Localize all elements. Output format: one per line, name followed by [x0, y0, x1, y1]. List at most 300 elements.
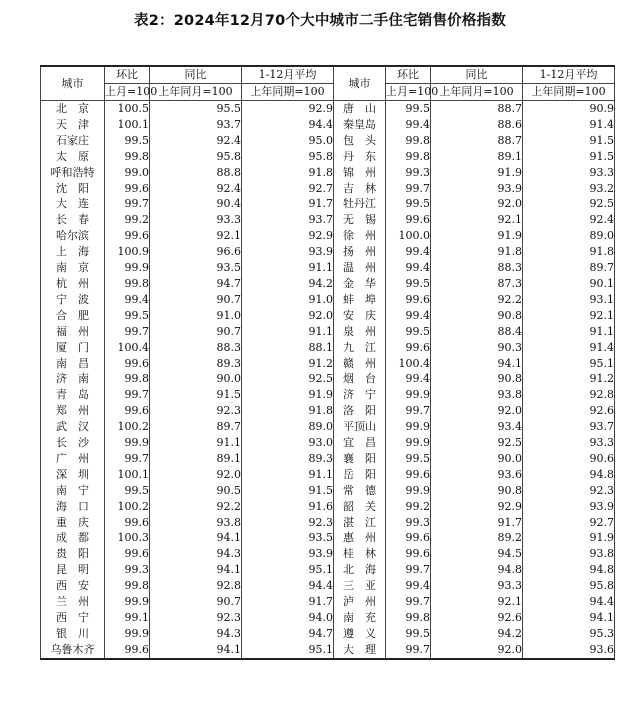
table-row — [41, 371, 615, 387]
city-name-cell: 呼和浩特 — [41, 165, 105, 181]
mom-value-cell: 99.7 — [386, 403, 431, 419]
city-name-cell: 大 连 — [41, 196, 105, 212]
mom-value-cell: 99.1 — [105, 610, 150, 626]
yoy-value-cell: 93.9 — [431, 181, 523, 197]
mom-value-cell: 99.7 — [105, 196, 150, 212]
ytd-value-cell: 91.6 — [242, 499, 334, 515]
mom-value-cell: 99.7 — [105, 387, 150, 403]
ytd-value-cell: 94.4 — [523, 594, 615, 610]
mom-value-cell: 99.8 — [105, 276, 150, 292]
yoy-value-cell: 88.3 — [431, 260, 523, 276]
yoy-value-cell: 90.7 — [150, 292, 242, 308]
ytd-value-cell: 95.8 — [523, 578, 615, 594]
ytd-value-cell: 91.1 — [242, 324, 334, 340]
ytd-base-header-left: 上年同期=100 — [242, 84, 334, 101]
yoy-value-cell: 91.8 — [431, 244, 523, 260]
city-name-cell: 青 岛 — [41, 387, 105, 403]
table-row — [41, 578, 615, 594]
ytd-value-cell: 92.9 — [242, 101, 334, 117]
mom-value-cell: 99.9 — [386, 483, 431, 499]
mom-value-cell: 99.9 — [386, 435, 431, 451]
table-row — [41, 356, 615, 372]
ytd-column-header-left: 1-12月平均 — [242, 66, 334, 84]
table-row — [41, 244, 615, 260]
yoy-value-cell: 88.4 — [431, 324, 523, 340]
city-name-cell: 遵 义 — [334, 626, 386, 642]
city-name-cell: 石家庄 — [41, 133, 105, 149]
table-row — [41, 165, 615, 181]
table-row — [41, 101, 615, 117]
city-name-cell: 洛 阳 — [334, 403, 386, 419]
mom-value-cell: 99.3 — [105, 562, 150, 578]
ytd-value-cell: 95.1 — [523, 356, 615, 372]
yoy-value-cell: 88.6 — [431, 117, 523, 133]
yoy-value-cell: 90.8 — [431, 308, 523, 324]
ytd-column-header-right: 1-12月平均 — [523, 66, 615, 84]
city-name-cell: 福 州 — [41, 324, 105, 340]
table-row — [41, 340, 615, 356]
city-name-cell: 太 原 — [41, 149, 105, 165]
table-row — [41, 196, 615, 212]
ytd-value-cell: 91.2 — [523, 371, 615, 387]
mom-value-cell: 99.6 — [386, 546, 431, 562]
city-name-cell: 平顶山 — [334, 419, 386, 435]
header-row-1 — [41, 66, 615, 84]
yoy-value-cell: 92.1 — [150, 228, 242, 244]
ytd-value-cell: 91.9 — [523, 530, 615, 546]
mom-value-cell: 99.9 — [105, 260, 150, 276]
mom-value-cell: 99.4 — [105, 292, 150, 308]
mom-value-cell: 99.4 — [386, 308, 431, 324]
city-name-cell: 赣 州 — [334, 356, 386, 372]
ytd-value-cell: 92.5 — [242, 371, 334, 387]
city-name-cell: 徐 州 — [334, 228, 386, 244]
ytd-value-cell: 91.5 — [242, 483, 334, 499]
ytd-value-cell: 91.1 — [242, 260, 334, 276]
ytd-value-cell: 92.6 — [523, 403, 615, 419]
city-name-cell: 岳 阳 — [334, 467, 386, 483]
ytd-value-cell: 94.2 — [242, 276, 334, 292]
table-row — [41, 292, 615, 308]
mom-value-cell: 100.0 — [386, 228, 431, 244]
table-row — [41, 419, 615, 435]
ytd-value-cell: 91.4 — [523, 117, 615, 133]
city-name-cell: 金 华 — [334, 276, 386, 292]
mom-value-cell: 99.4 — [386, 371, 431, 387]
mom-value-cell: 100.5 — [105, 101, 150, 117]
ytd-value-cell: 91.7 — [242, 594, 334, 610]
city-name-cell: 贵 阳 — [41, 546, 105, 562]
mom-value-cell: 99.5 — [386, 276, 431, 292]
table-row — [41, 117, 615, 133]
ytd-value-cell: 92.1 — [523, 308, 615, 324]
table-row — [41, 626, 615, 642]
mom-value-cell: 99.6 — [105, 515, 150, 531]
ytd-value-cell: 91.7 — [242, 196, 334, 212]
table-row — [41, 387, 615, 403]
yoy-value-cell: 88.7 — [431, 133, 523, 149]
table-row — [41, 308, 615, 324]
yoy-value-cell: 90.0 — [431, 451, 523, 467]
yoy-value-cell: 92.4 — [150, 181, 242, 197]
price-index-table — [40, 65, 615, 660]
ytd-value-cell: 95.8 — [242, 149, 334, 165]
ytd-value-cell: 94.8 — [523, 467, 615, 483]
city-name-cell: 襄 阳 — [334, 451, 386, 467]
mom-value-cell: 99.5 — [105, 308, 150, 324]
yoy-value-cell: 91.7 — [431, 515, 523, 531]
mom-value-cell: 99.7 — [386, 642, 431, 659]
city-name-cell: 北 京 — [41, 101, 105, 117]
mom-value-cell: 99.6 — [386, 212, 431, 228]
yoy-value-cell: 92.3 — [150, 403, 242, 419]
ytd-value-cell: 92.9 — [242, 228, 334, 244]
ytd-value-cell: 92.3 — [523, 483, 615, 499]
yoy-value-cell: 88.8 — [150, 165, 242, 181]
ytd-value-cell: 89.0 — [242, 419, 334, 435]
yoy-value-cell: 93.7 — [150, 117, 242, 133]
yoy-value-cell: 93.8 — [431, 387, 523, 403]
mom-base-header-right: 上月=100 — [386, 84, 431, 101]
mom-value-cell: 100.4 — [386, 356, 431, 372]
mom-value-cell: 99.6 — [105, 181, 150, 197]
city-name-cell: 唐 山 — [334, 101, 386, 117]
ytd-value-cell: 89.0 — [523, 228, 615, 244]
ytd-value-cell: 89.3 — [242, 451, 334, 467]
yoy-value-cell: 94.7 — [150, 276, 242, 292]
mom-value-cell: 99.7 — [386, 181, 431, 197]
city-name-cell: 兰 州 — [41, 594, 105, 610]
ytd-value-cell: 95.1 — [242, 562, 334, 578]
mom-value-cell: 99.6 — [386, 340, 431, 356]
mom-value-cell: 100.2 — [105, 419, 150, 435]
city-name-cell: 韶 关 — [334, 499, 386, 515]
city-name-cell: 西 宁 — [41, 610, 105, 626]
city-name-cell: 烟 台 — [334, 371, 386, 387]
mom-value-cell: 99.5 — [386, 101, 431, 117]
city-name-cell: 长 春 — [41, 212, 105, 228]
ytd-value-cell: 91.4 — [523, 340, 615, 356]
table-row — [41, 546, 615, 562]
mom-value-cell: 100.1 — [105, 467, 150, 483]
city-name-cell: 天 津 — [41, 117, 105, 133]
table-row — [41, 483, 615, 499]
mom-column-header-left: 环比 — [105, 66, 150, 84]
city-name-cell: 秦皇岛 — [334, 117, 386, 133]
mom-value-cell: 99.6 — [105, 403, 150, 419]
yoy-value-cell: 89.1 — [431, 149, 523, 165]
mom-value-cell: 99.6 — [386, 467, 431, 483]
table-body — [41, 101, 615, 659]
ytd-value-cell: 91.1 — [242, 467, 334, 483]
city-name-cell: 广 州 — [41, 451, 105, 467]
mom-value-cell: 99.7 — [105, 451, 150, 467]
ytd-value-cell: 92.0 — [242, 308, 334, 324]
city-name-cell: 吉 林 — [334, 181, 386, 197]
city-name-cell: 武 汉 — [41, 419, 105, 435]
yoy-value-cell: 88.3 — [150, 340, 242, 356]
table-row — [41, 133, 615, 149]
ytd-value-cell: 94.4 — [242, 578, 334, 594]
city-name-cell: 济 南 — [41, 371, 105, 387]
ytd-value-cell: 90.1 — [523, 276, 615, 292]
ytd-value-cell: 92.4 — [523, 212, 615, 228]
table-row — [41, 212, 615, 228]
ytd-value-cell: 91.9 — [242, 387, 334, 403]
yoy-value-cell: 89.3 — [150, 356, 242, 372]
table-row — [41, 530, 615, 546]
mom-value-cell: 99.5 — [105, 133, 150, 149]
yoy-value-cell: 91.5 — [150, 387, 242, 403]
mom-value-cell: 100.9 — [105, 244, 150, 260]
table-row — [41, 324, 615, 340]
yoy-value-cell: 94.1 — [150, 562, 242, 578]
yoy-value-cell: 92.1 — [431, 212, 523, 228]
yoy-value-cell: 90.4 — [150, 196, 242, 212]
city-name-cell: 包 头 — [334, 133, 386, 149]
mom-value-cell: 99.2 — [386, 499, 431, 515]
mom-value-cell: 100.3 — [105, 530, 150, 546]
yoy-value-cell: 92.0 — [431, 642, 523, 659]
yoy-value-cell: 93.3 — [431, 578, 523, 594]
yoy-value-cell: 92.6 — [431, 610, 523, 626]
mom-value-cell: 99.9 — [105, 626, 150, 642]
yoy-value-cell: 95.8 — [150, 149, 242, 165]
mom-value-cell: 99.8 — [386, 133, 431, 149]
yoy-value-cell: 91.0 — [150, 308, 242, 324]
ytd-value-cell: 93.0 — [242, 435, 334, 451]
yoy-value-cell: 92.1 — [431, 594, 523, 610]
city-name-cell: 乌鲁木齐 — [41, 642, 105, 659]
mom-value-cell: 99.9 — [105, 594, 150, 610]
ytd-value-cell: 88.1 — [242, 340, 334, 356]
yoy-value-cell: 92.5 — [431, 435, 523, 451]
yoy-value-cell: 94.1 — [150, 642, 242, 659]
ytd-value-cell: 93.6 — [523, 642, 615, 659]
ytd-value-cell: 93.7 — [242, 212, 334, 228]
city-name-cell: 宁 波 — [41, 292, 105, 308]
page-title: 表2：2024年12月70个大中城市二手住宅销售价格指数 — [134, 13, 506, 29]
city-name-cell: 南 京 — [41, 260, 105, 276]
yoy-value-cell: 94.8 — [431, 562, 523, 578]
header-row-2 — [41, 84, 615, 101]
table-row — [41, 499, 615, 515]
table-row — [41, 435, 615, 451]
yoy-value-cell: 90.7 — [150, 594, 242, 610]
mom-value-cell: 99.4 — [386, 244, 431, 260]
mom-value-cell: 99.5 — [386, 626, 431, 642]
ytd-value-cell: 91.8 — [242, 403, 334, 419]
yoy-value-cell: 93.6 — [431, 467, 523, 483]
city-name-cell: 成 都 — [41, 530, 105, 546]
city-name-cell: 深 圳 — [41, 467, 105, 483]
ytd-value-cell: 94.7 — [242, 626, 334, 642]
yoy-value-cell: 90.5 — [150, 483, 242, 499]
city-name-cell: 南 宁 — [41, 483, 105, 499]
city-name-cell: 九 江 — [334, 340, 386, 356]
mom-value-cell: 99.4 — [386, 117, 431, 133]
ytd-value-cell: 93.9 — [242, 244, 334, 260]
ytd-value-cell: 91.8 — [523, 244, 615, 260]
city-name-cell: 上 海 — [41, 244, 105, 260]
yoy-value-cell: 96.6 — [150, 244, 242, 260]
mom-column-header-right: 环比 — [386, 66, 431, 84]
mom-value-cell: 99.8 — [386, 149, 431, 165]
yoy-value-cell: 94.2 — [431, 626, 523, 642]
table-row — [41, 562, 615, 578]
table-row — [41, 181, 615, 197]
yoy-value-cell: 95.5 — [150, 101, 242, 117]
mom-value-cell: 99.6 — [386, 530, 431, 546]
yoy-value-cell: 90.3 — [431, 340, 523, 356]
ytd-value-cell: 93.3 — [523, 165, 615, 181]
city-name-cell: 桂 林 — [334, 546, 386, 562]
city-name-cell: 哈尔滨 — [41, 228, 105, 244]
city-name-cell: 海 口 — [41, 499, 105, 515]
city-name-cell: 锦 州 — [334, 165, 386, 181]
table-row — [41, 451, 615, 467]
yoy-value-cell: 94.3 — [150, 626, 242, 642]
city-name-cell: 常 德 — [334, 483, 386, 499]
yoy-value-cell: 89.2 — [431, 530, 523, 546]
ytd-value-cell: 94.0 — [242, 610, 334, 626]
yoy-value-cell: 92.2 — [431, 292, 523, 308]
ytd-base-header-right: 上年同期=100 — [523, 84, 615, 101]
ytd-value-cell: 93.7 — [523, 419, 615, 435]
yoy-value-cell: 91.9 — [431, 228, 523, 244]
yoy-value-cell: 93.8 — [150, 515, 242, 531]
ytd-value-cell: 92.7 — [242, 181, 334, 197]
mom-value-cell: 99.8 — [105, 371, 150, 387]
yoy-column-header-left: 同比 — [150, 66, 242, 84]
mom-value-cell: 99.2 — [105, 212, 150, 228]
yoy-value-cell: 91.1 — [150, 435, 242, 451]
table-row — [41, 515, 615, 531]
ytd-value-cell: 89.7 — [523, 260, 615, 276]
ytd-value-cell: 91.0 — [242, 292, 334, 308]
mom-value-cell: 99.8 — [386, 610, 431, 626]
table-header — [41, 66, 615, 101]
table-row — [41, 467, 615, 483]
city-name-cell: 牡丹江 — [334, 196, 386, 212]
mom-value-cell: 99.9 — [386, 387, 431, 403]
mom-value-cell: 99.3 — [386, 165, 431, 181]
city-name-cell: 扬 州 — [334, 244, 386, 260]
yoy-value-cell: 94.5 — [431, 546, 523, 562]
city-name-cell: 蚌 埠 — [334, 292, 386, 308]
ytd-value-cell: 91.2 — [242, 356, 334, 372]
city-name-cell: 银 川 — [41, 626, 105, 642]
city-name-cell: 大 理 — [334, 642, 386, 659]
ytd-value-cell: 93.3 — [523, 435, 615, 451]
table-row — [41, 149, 615, 165]
mom-value-cell: 99.6 — [105, 546, 150, 562]
mom-value-cell: 99.5 — [386, 451, 431, 467]
mom-value-cell: 99.7 — [386, 562, 431, 578]
ytd-value-cell: 91.8 — [242, 165, 334, 181]
yoy-value-cell: 89.1 — [150, 451, 242, 467]
ytd-value-cell: 95.0 — [242, 133, 334, 149]
ytd-value-cell: 92.3 — [242, 515, 334, 531]
yoy-value-cell: 90.8 — [431, 371, 523, 387]
mom-value-cell: 99.7 — [386, 594, 431, 610]
mom-value-cell: 100.2 — [105, 499, 150, 515]
city-name-cell: 湛 江 — [334, 515, 386, 531]
mom-value-cell: 99.5 — [105, 483, 150, 499]
mom-value-cell: 99.6 — [105, 356, 150, 372]
yoy-value-cell: 88.7 — [431, 101, 523, 117]
mom-value-cell: 99.3 — [386, 515, 431, 531]
yoy-value-cell: 92.2 — [150, 499, 242, 515]
yoy-value-cell: 87.3 — [431, 276, 523, 292]
mom-value-cell: 99.6 — [386, 292, 431, 308]
city-name-cell: 泉 州 — [334, 324, 386, 340]
city-name-cell: 合 肥 — [41, 308, 105, 324]
mom-value-cell: 100.4 — [105, 340, 150, 356]
ytd-value-cell: 93.8 — [523, 546, 615, 562]
yoy-value-cell: 93.5 — [150, 260, 242, 276]
city-name-cell: 泸 州 — [334, 594, 386, 610]
table-row — [41, 228, 615, 244]
ytd-value-cell: 92.8 — [523, 387, 615, 403]
table-row — [41, 610, 615, 626]
yoy-value-cell: 93.3 — [150, 212, 242, 228]
mom-value-cell: 99.4 — [386, 578, 431, 594]
yoy-value-cell: 93.4 — [431, 419, 523, 435]
yoy-value-cell: 92.0 — [431, 403, 523, 419]
city-name-cell: 长 沙 — [41, 435, 105, 451]
mom-base-header-left: 上月=100 — [105, 84, 150, 101]
city-name-cell: 沈 阳 — [41, 181, 105, 197]
city-name-cell: 厦 门 — [41, 340, 105, 356]
mom-value-cell: 99.5 — [386, 324, 431, 340]
city-name-cell: 西 安 — [41, 578, 105, 594]
ytd-value-cell: 94.1 — [523, 610, 615, 626]
yoy-value-cell: 91.9 — [431, 165, 523, 181]
city-name-cell: 温 州 — [334, 260, 386, 276]
ytd-value-cell: 95.3 — [523, 626, 615, 642]
yoy-value-cell: 89.7 — [150, 419, 242, 435]
mom-value-cell: 99.6 — [105, 642, 150, 659]
ytd-value-cell: 93.9 — [242, 546, 334, 562]
table-row — [41, 276, 615, 292]
yoy-base-header-left: 上年同月=100 — [150, 84, 242, 101]
mom-value-cell: 99.9 — [105, 435, 150, 451]
ytd-value-cell: 94.4 — [242, 117, 334, 133]
yoy-value-cell: 90.8 — [431, 483, 523, 499]
city-name-cell: 昆 明 — [41, 562, 105, 578]
city-name-cell: 杭 州 — [41, 276, 105, 292]
yoy-value-cell: 92.4 — [150, 133, 242, 149]
ytd-value-cell: 92.7 — [523, 515, 615, 531]
city-column-header-right: 城市 — [334, 66, 386, 101]
yoy-value-cell: 92.9 — [431, 499, 523, 515]
city-name-cell: 郑 州 — [41, 403, 105, 419]
ytd-value-cell: 92.5 — [523, 196, 615, 212]
ytd-value-cell: 91.5 — [523, 133, 615, 149]
table-row — [41, 594, 615, 610]
yoy-base-header-right: 上年同月=100 — [431, 84, 523, 101]
mom-value-cell: 99.9 — [386, 419, 431, 435]
yoy-value-cell: 92.0 — [150, 467, 242, 483]
ytd-value-cell: 93.2 — [523, 181, 615, 197]
city-name-cell: 济 宁 — [334, 387, 386, 403]
mom-value-cell: 99.0 — [105, 165, 150, 181]
mom-value-cell: 99.6 — [105, 228, 150, 244]
ytd-value-cell: 90.6 — [523, 451, 615, 467]
yoy-value-cell: 94.1 — [150, 530, 242, 546]
city-name-cell: 宜 昌 — [334, 435, 386, 451]
